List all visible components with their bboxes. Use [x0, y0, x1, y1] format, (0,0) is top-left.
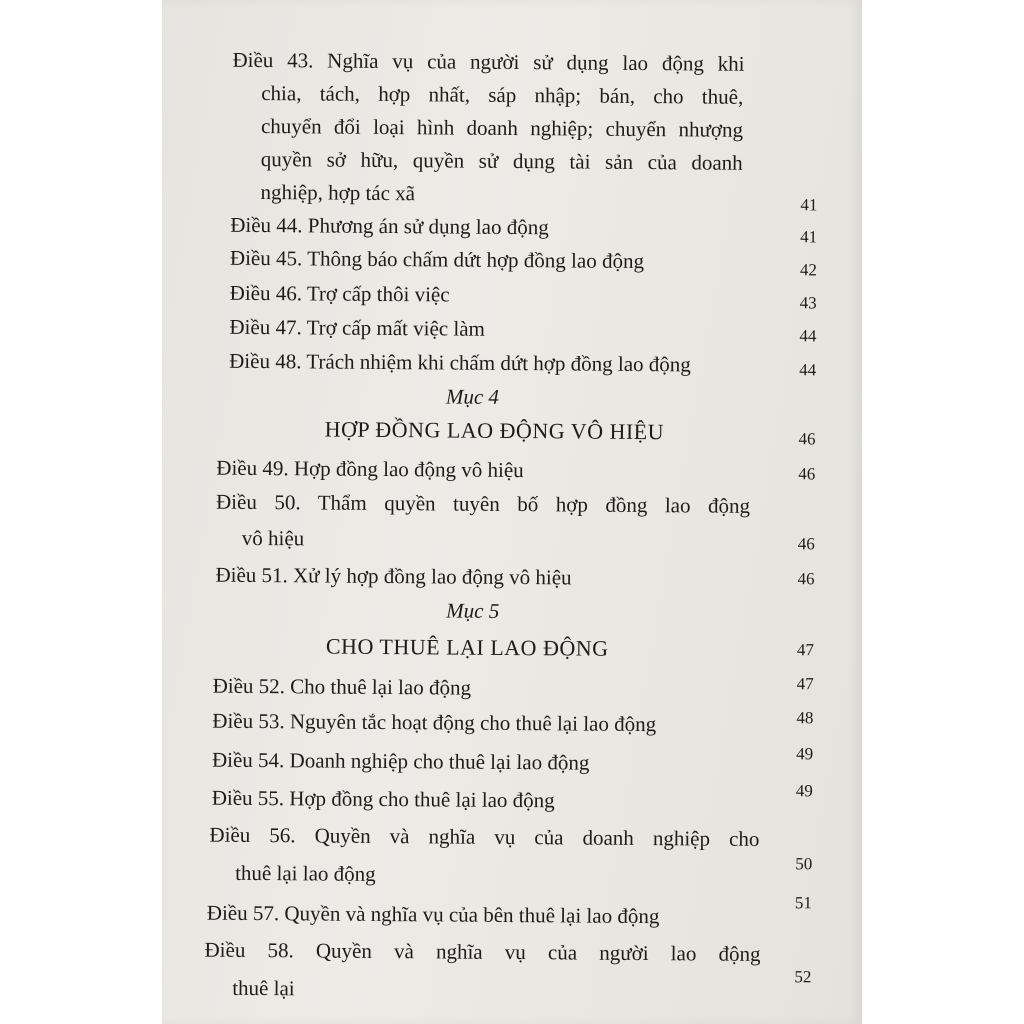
toc-page-49: 46 — [798, 464, 816, 484]
toc-page-56: 50 — [795, 854, 813, 874]
toc-entry-58-line-2: thuê lại — [232, 975, 295, 1001]
toc-page-44: 41 — [800, 227, 818, 247]
toc-entry-49: Điều 49. Hợp đồng lao động vô hiệu — [216, 455, 524, 483]
toc-entry-52: Điều 52. Cho thuê lại lao động — [212, 673, 472, 700]
toc-page-58: 52 — [794, 967, 812, 987]
section-5-title: CHO THUÊ LẠI LAO ĐỘNG — [325, 633, 609, 661]
toc-page-57: 51 — [794, 893, 813, 913]
section-5-label: Mục 5 — [446, 598, 500, 623]
toc-page-section-5: 47 — [796, 640, 815, 660]
toc-page-43: 41 — [800, 195, 818, 215]
toc-entry-44: Điều 44. Phương án sử dụng lao động — [230, 212, 549, 240]
toc-entry-55: Điều 55. Hợp đồng cho thuê lại lao động — [211, 785, 555, 813]
toc-page-53: 48 — [796, 708, 814, 728]
toc-entry-43-line-5: nghiệp, hợp tác xã — [260, 180, 416, 206]
section-4-title: HỢP ĐỒNG LAO ĐỘNG VÔ HIỆU — [324, 416, 665, 445]
toc-entry-43-line-3: chuyển đổi loại hình doanh nghiệp; chuyển nhượng — [260, 114, 744, 142]
toc-page-54: 49 — [796, 744, 814, 764]
toc-entry-56-line-1: Điều 56. Quyền và nghĩa vụ của doanh nghiệp cho — [209, 822, 760, 851]
toc-page-48: 44 — [799, 360, 817, 380]
toc-page-55: 49 — [795, 781, 813, 801]
toc-page-45: 42 — [799, 260, 817, 280]
toc-page-52: 47 — [796, 674, 814, 694]
toc-entry-48: Điều 48. Trách nhiệm khi chấm dứt hợp đồng lao động — [229, 348, 691, 377]
toc-entry-46: Điều 46. Trợ cấp thôi việc — [229, 280, 450, 307]
toc-entry-45: Điều 45. Thông báo chấm dứt hợp đồng lao động — [229, 245, 645, 274]
toc-entry-43-line-1: Điều 43. Nghĩa vụ của người sử dụng lao động khi — [232, 47, 745, 76]
toc-entry-53: Điều 53. Nguyên tắc hoạt động cho thuê lại lao động — [212, 708, 657, 737]
toc-entry-50-line-2: vô hiệu — [241, 525, 305, 551]
toc-entry-56-line-2: thuê lại lao động — [235, 860, 376, 886]
toc-page-47: 44 — [799, 326, 817, 346]
toc-entry-43-line-4: quyền sở hữu, quyền sử dụng tài sản của doanh — [260, 147, 743, 175]
toc-page-section-4: 46 — [798, 429, 816, 449]
toc-page-46: 43 — [799, 293, 817, 313]
book-page — [162, 0, 862, 1024]
toc-entry-54: Điều 54. Doanh nghiệp cho thuê lại lao động — [211, 747, 590, 775]
toc-entry-50-line-1: Điều 50. Thẩm quyền tuyên bố hợp đồng lao động — [215, 489, 751, 518]
section-4-label: Mục 4 — [445, 384, 500, 409]
toc-entry-43-line-2: chia, tách, hợp nhất, sáp nhập; bán, cho thuê, — [261, 81, 744, 109]
toc-entry-58-line-1: Điều 58. Quyền và nghĩa vụ của người lao động — [204, 937, 761, 966]
table-of-contents — [162, 0, 862, 1024]
toc-entry-51: Điều 51. Xử lý hợp đồng lao động vô hiệu — [215, 562, 572, 590]
toc-entry-57: Điều 57. Quyền và nghĩa vụ của bên thuê lại lao động — [206, 900, 660, 929]
toc-page-51: 46 — [797, 569, 815, 589]
toc-entry-47: Điều 47. Trợ cấp mất việc làm — [229, 314, 486, 341]
toc-page-50: 46 — [797, 534, 815, 554]
